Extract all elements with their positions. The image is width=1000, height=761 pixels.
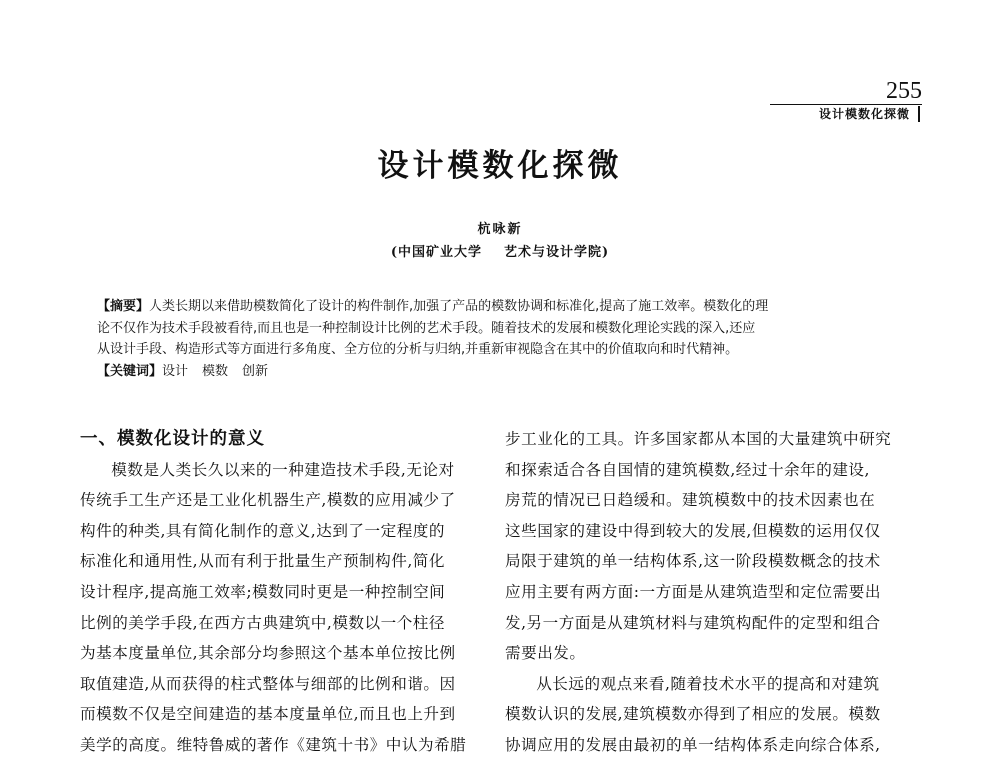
keyword: 创新: [242, 363, 269, 379]
text-line: 而模数不仅是空间建造的基本度量单位,而且也上升到: [80, 705, 456, 724]
text-line: 局限于建筑的单一结构体系,这一阶段模数概念的技术: [505, 552, 881, 571]
abstract-line: 论不仅作为技术手段被看待,而且也是一种控制设计比例的艺术手段。随着技术的发展和模数化理论实践的深入,还应: [97, 320, 756, 336]
abstract-line: [97, 296, 905, 318]
text-line: 设计程序,提高施工效率;模数同时更是一种控制空间: [80, 582, 446, 601]
affiliation: [0, 245, 1000, 261]
left-column: [80, 424, 476, 761]
text-line: 房荒的情况已日趋缓和。建筑模数中的技术因素也在: [505, 491, 876, 510]
abstract-text-1: 人类长期以来借助模数简化了设计的构件制作,加强了产品的模数协调和标准化,提高了施工效率。模数化的理: [149, 299, 769, 314]
text-line: 步工业化的工具。许多国家都从本国的大量建筑中研究: [505, 430, 892, 448]
text-line: 从长远的观点来看,随着技术水平的提高和对建筑: [536, 674, 880, 693]
body-paragraph: [505, 424, 925, 669]
text-line: 发,另一方面是从建筑材料与建筑构配件的定型和组合: [505, 613, 881, 632]
text-line: 协调应用的发展由最初的单一结构体系走向综合体系,: [505, 735, 881, 754]
text-line: 这些国家的建设中得到较大的发展,但模数的运用仅仅: [505, 521, 881, 540]
text-line: 传统手工生产还是工业化机器生产,模数的应用减少了: [80, 491, 456, 510]
keyword: 设计: [162, 363, 189, 379]
text-line: 模数是人类长久以来的一种建造技术手段,无论对: [111, 460, 455, 479]
keyword: 模数: [202, 363, 229, 379]
text-line: 标准化和通用性,从而有利于批量生产预制构件,简化: [80, 552, 445, 571]
page-number: 255: [886, 78, 922, 104]
abstract-line: 从设计手段、构造形式等方面进行多角度、全方位的分析与归纳,并重新审视隐含在其中的价值取向和时代精神。: [97, 342, 739, 358]
article-title: 设计模数化探微: [377, 148, 623, 184]
running-title: 设计模数化探微: [818, 107, 910, 121]
right-column: [505, 424, 925, 761]
text-line: 需要出发。: [505, 644, 586, 663]
section-heading: 一、模数化设计的意义: [80, 429, 265, 449]
text-line: 为基本度量单位,其余部分均参照这个基本单位按比例: [80, 644, 456, 663]
text-line: 应用主要有两方面:一方面是从建筑造型和定位需要出: [505, 582, 881, 601]
header-rule: [770, 104, 922, 105]
author: 杭咏新: [477, 222, 523, 237]
text-line: 美学的高度。维特鲁威的著作《建筑十书》中认为希腊: [80, 735, 467, 754]
text-line: 和探索适合各自国情的建筑模数,经过十余年的建设,: [505, 460, 870, 479]
abstract-label: 【摘要】: [97, 299, 150, 314]
text-line: 构件的种类,具有简化制作的意义,达到了一定程度的: [80, 521, 445, 540]
body-paragraph: [80, 455, 476, 761]
affiliation-org: (中国矿业大学: [390, 245, 482, 260]
keywords-line: [97, 361, 905, 383]
affiliation-dept: 艺术与设计学院): [504, 245, 610, 260]
text-line: 模数认识的发展,建筑模数亦得到了相应的发展。模数: [505, 705, 881, 724]
text-line: 取值建造,从而获得的柱式整体与细部的比例和谐。因: [80, 674, 456, 693]
keywords-label: 【关键词】: [97, 363, 163, 379]
body-paragraph: [505, 669, 925, 761]
text-line: 比例的美学手段,在西方古典建筑中,模数以一个柱径: [80, 613, 445, 632]
header-bar: [918, 106, 920, 122]
abstract-block: [97, 296, 905, 382]
